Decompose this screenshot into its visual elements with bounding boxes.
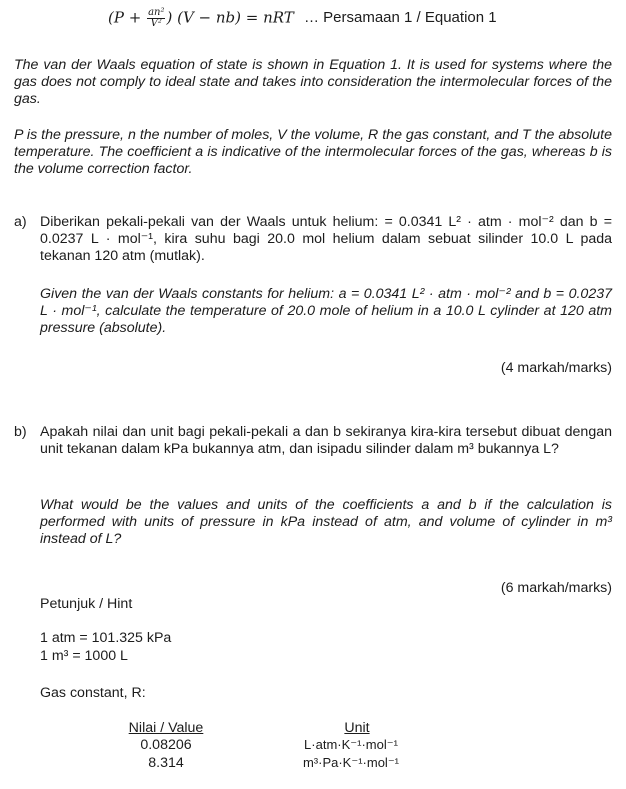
equation-line bbox=[108, 8, 497, 29]
equation-fraction bbox=[147, 8, 165, 29]
table-row bbox=[111, 737, 431, 754]
part-a-malay: Diberikan pekali-pekali van der Waals untuk helium: = 0.0341 L² · atm · mol⁻² dan b = 0.0237 L · mol⁻¹, kira suhu bagi 20.0 mol helium dalam sebuat silinder 10.0 L pada tekanan 120 atm (mutlak). bbox=[40, 214, 612, 265]
table-cell-unit: m³·Pa·K⁻¹·mol⁻¹ bbox=[302, 755, 400, 770]
part-b-marks: (6 markah/marks) bbox=[500, 580, 612, 596]
hint-title: Petunjuk / Hint bbox=[40, 596, 133, 612]
part-b-malay: Apakah nilai dan unit bagi pekali-pekali a dan b sekiranya kira-kira tersebut dibuat dengan unit tekanan dalam kPa bukannya atm, dan isipadu silinder dalam m³ bukannya L? bbox=[40, 424, 612, 458]
table-header-unit: Unit bbox=[344, 720, 370, 736]
equation-lhs: (P + bbox=[108, 8, 147, 27]
part-a-marks: (4 markah/marks) bbox=[500, 360, 612, 376]
fraction-numerator: an² bbox=[148, 7, 165, 18]
intro-paragraph-1: The van der Waals equation of state is shown in Equation 1. It is used for systems where the gas does not comply to ideal state and takes into consideration the intermolecular forces of the gas. bbox=[14, 57, 612, 108]
table-cell-value: 0.08206 bbox=[140, 737, 192, 753]
table-cell-value: 8.314 bbox=[148, 755, 184, 771]
table-cell-unit: L·atm·K⁻¹·mol⁻¹ bbox=[304, 737, 398, 752]
table-header-value: Nilai / Value bbox=[128, 720, 204, 736]
intro-paragraph-2: P is the pressure, n the number of moles, V the volume, R the gas constant, and T the absolute temperature. The coefficient a is indicative of the intermolecular forces of the gas, whereas b is the volume correction factor. bbox=[14, 127, 612, 178]
equation-rhs: ) (V − nb) = nRT bbox=[166, 8, 294, 27]
part-b-english: What would be the values and units of the coefficients a and b if the calculation is performed with units of pressure in kPa instead of atm, and volume of cylinder in m³ instead of L? bbox=[40, 497, 612, 548]
hint-line-2: 1 m³ = 1000 L bbox=[40, 648, 128, 664]
fraction-denominator: V² bbox=[150, 18, 162, 29]
hint-line-1: 1 atm = 101.325 kPa bbox=[40, 630, 172, 646]
table-row bbox=[111, 755, 431, 772]
part-a-english: Given the van der Waals constants for helium: a = 0.0341 L² · atm · mol⁻² and b = 0.0237 L · mol⁻¹, calculate the temperature of 20.0 mole of helium in a 10.0 L cylinder at 120 atm pressure (absolute). bbox=[40, 286, 612, 337]
gas-constant-label: Gas constant, R: bbox=[40, 685, 146, 701]
equation-label: … Persamaan 1 / Equation 1 bbox=[303, 9, 497, 27]
part-a-letter: a) bbox=[14, 214, 27, 230]
part-b-letter: b) bbox=[14, 424, 27, 440]
